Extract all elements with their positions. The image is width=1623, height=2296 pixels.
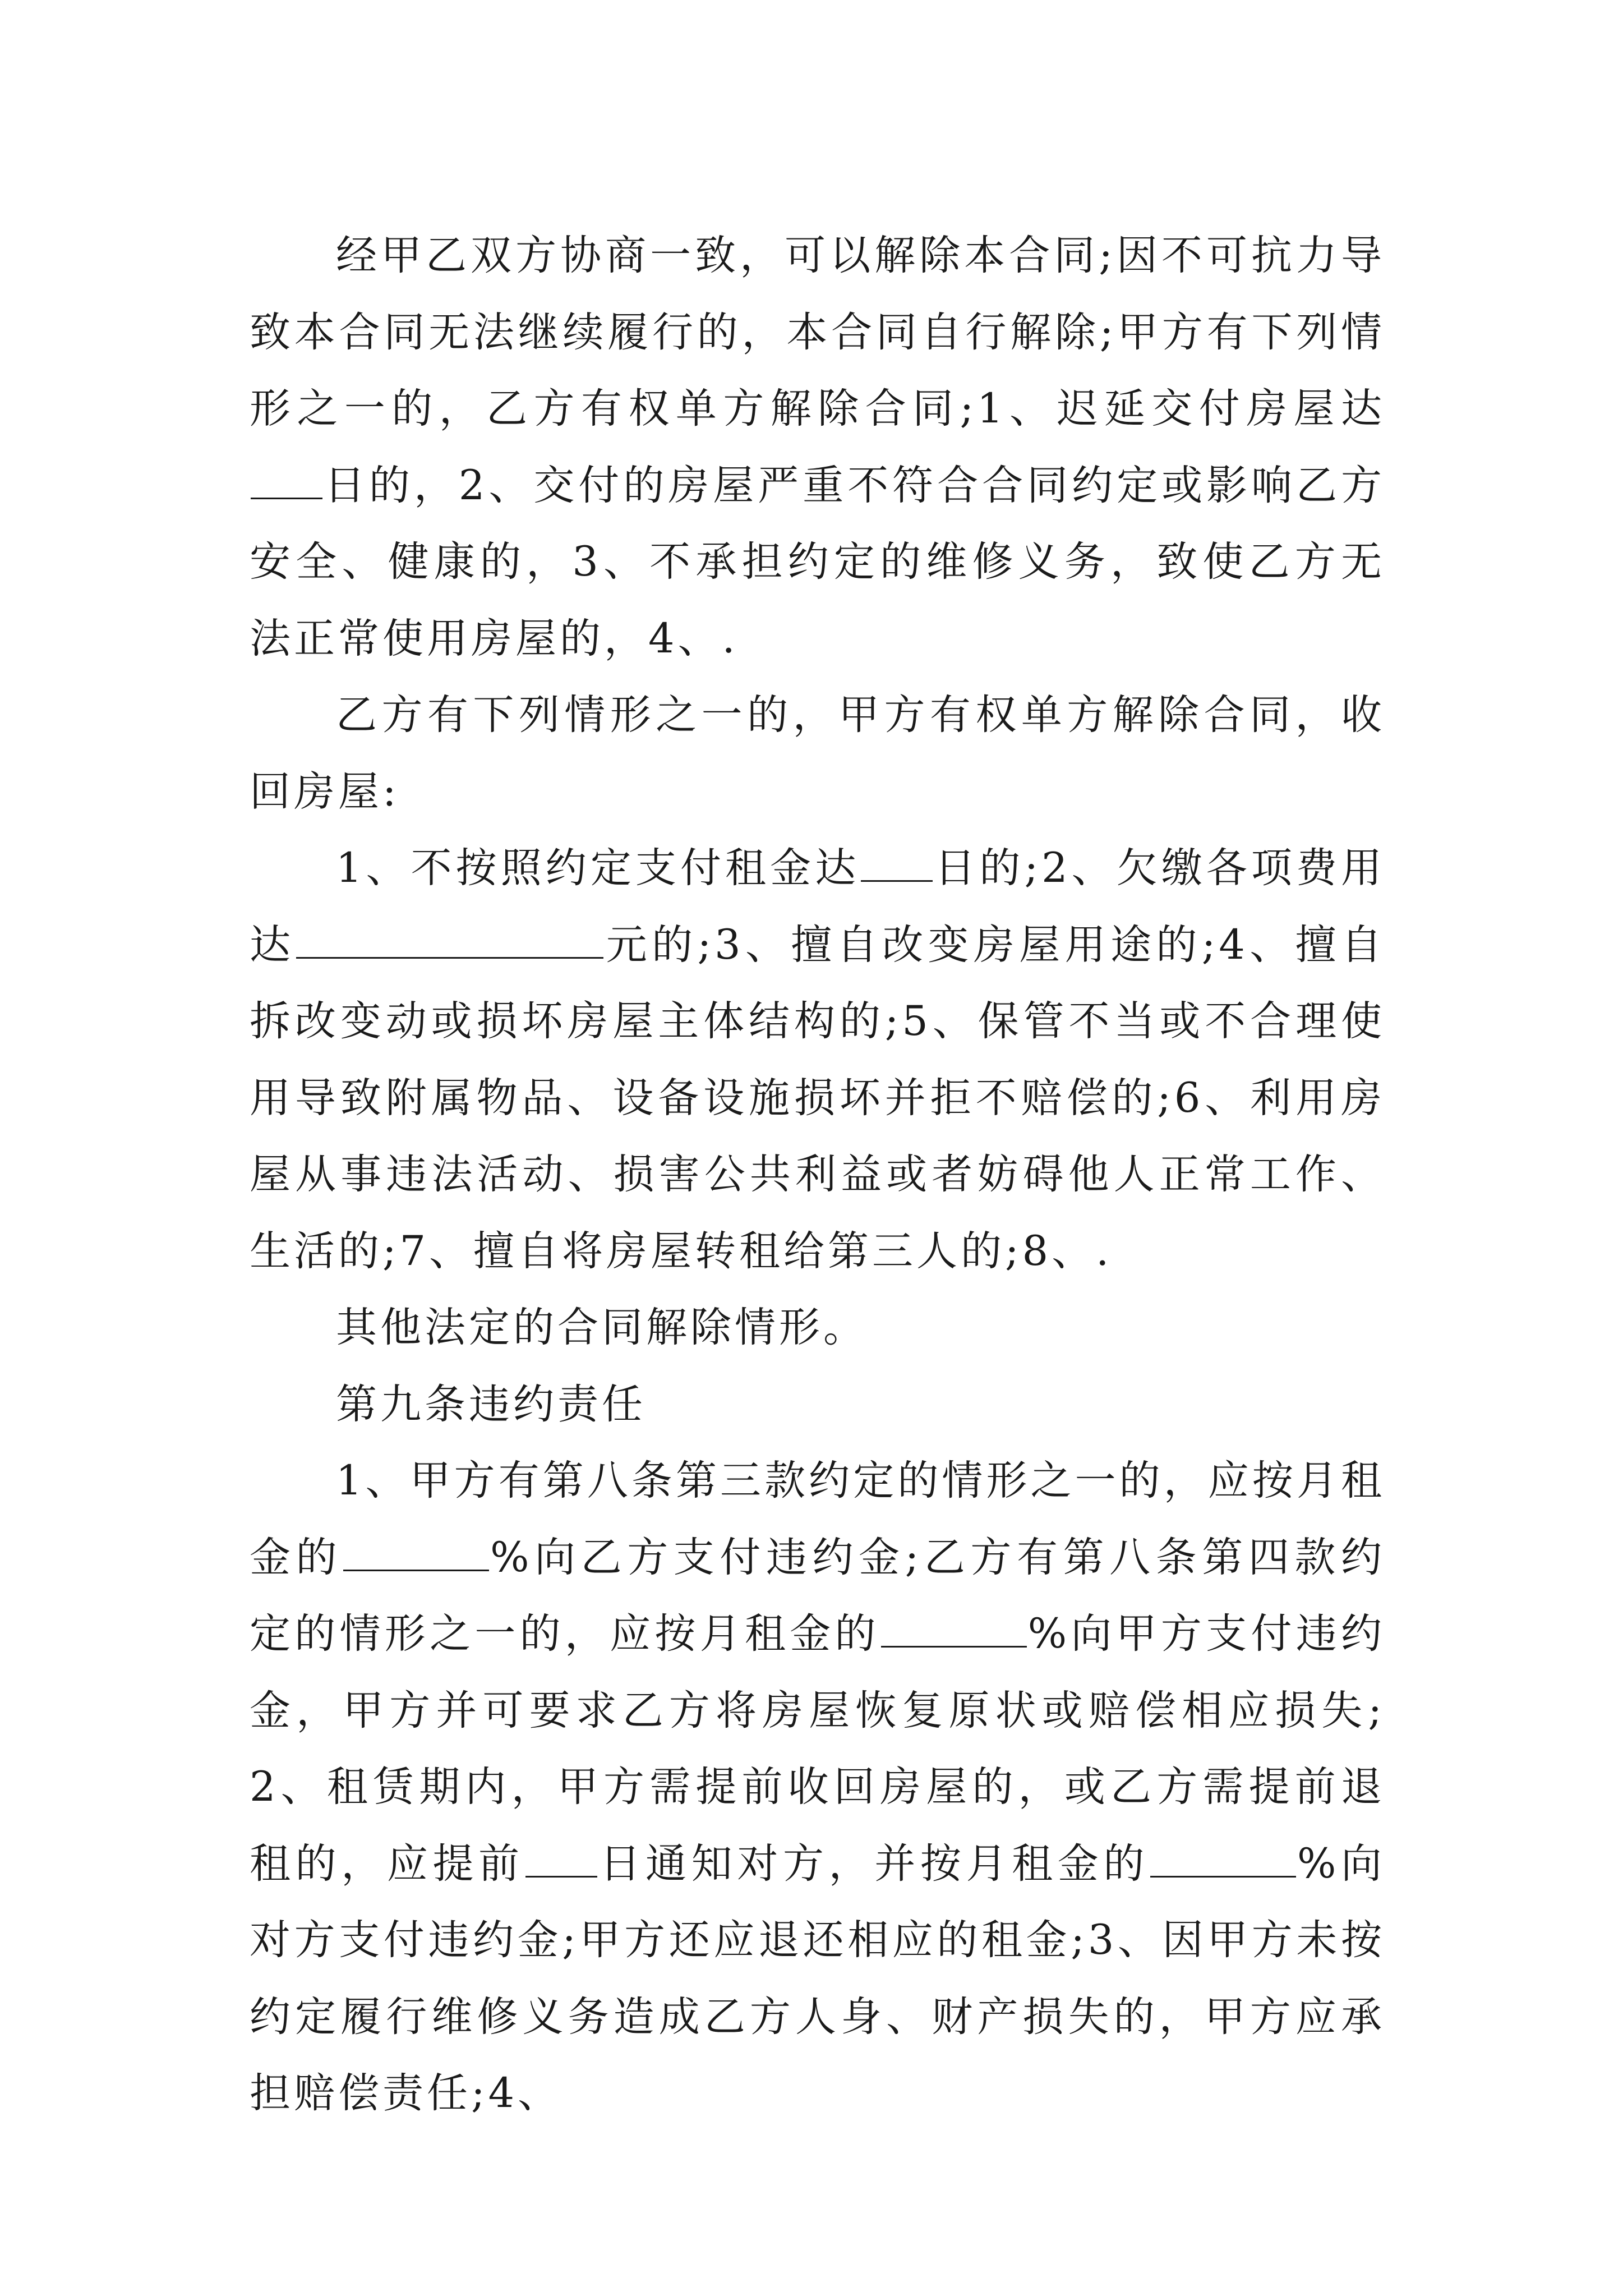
paragraph-termination-by-landlord: [250, 677, 1385, 830]
section-heading-article-9: [250, 1366, 1385, 1443]
text-segment: 元的;3、擅自改变房屋用途的;4、擅自拆改变动或损坏房屋主体结构的;5、保管不当或不合理使用导致附属物品、设备设施损坏并拒不赔偿的;6、利用房屋从事违法活动、损害公共利益或者妨碍他人正常工作、生活的;7、擅自将房屋转租给第三人的;8、.: [250, 921, 1385, 1275]
paragraph-article-9-body: [250, 1443, 1385, 2132]
blank-line-percent-landlord: [343, 1530, 489, 1571]
text-segment: %向对方支付违约金;甲方还应退还相应的租金;3、因甲方未按约定履行维修义务造成乙方人身、财产损失的，甲方应承担赔偿责任;4、: [250, 1839, 1386, 2117]
document-body: [250, 218, 1385, 2132]
text-segment: 日的，2、交付的房屋严重不符合合同约定或影响乙方安全、健康的，3、不承担约定的维修义务，致使乙方无法正常使用房屋的，4、.: [250, 461, 1385, 662]
text-segment: %向乙方支付违约金;乙方有第八条第四款约定的情形之一的，应按月租金的: [250, 1533, 1385, 1658]
blank-line-percent-early: [1150, 1837, 1296, 1878]
blank-line-notice-days: [525, 1837, 597, 1878]
text-segment: 第九条违约责任: [336, 1380, 646, 1428]
text-segment: 日的;2、欠缴各项费用达: [250, 844, 1385, 969]
paragraph-tenant-breach-list: [250, 830, 1385, 1290]
text-segment: %向甲方支付违约金，甲方并可要求乙方将房屋恢复原状或赔偿相应损失;2、租赁期内，甲方需提前收回房屋的，或乙方需提前退租的，应提前: [250, 1610, 1385, 1888]
blank-line-fee-amount: [296, 918, 603, 959]
text-segment: 1、不按照约定支付租金达: [336, 844, 860, 892]
blank-line-rent-days: [861, 841, 933, 882]
blank-line-days: [251, 458, 322, 499]
paragraph-other-statutory: [250, 1290, 1385, 1366]
paragraph-termination-mutual: [250, 218, 1385, 677]
text-segment: 日通知对方，并按月租金的: [598, 1839, 1150, 1888]
blank-line-percent-tenant: [881, 1607, 1027, 1648]
text-segment: 经甲乙双方协商一致，可以解除本合同;因不可抗力导致本合同无法继续履行的，本合同自行解除;甲方有下列情形之一的，乙方有权单方解除合同;1、迟延交付房屋达: [250, 232, 1385, 432]
text-segment: 乙方有下列情形之一的，甲方有权单方解除合同，收回房屋:: [250, 691, 1385, 816]
text-segment: 其他法定的合同解除情形。: [336, 1304, 868, 1351]
text-segment: 1、甲方有第八条第三款约定的情形之一的，应按月租金的: [250, 1457, 1385, 1581]
